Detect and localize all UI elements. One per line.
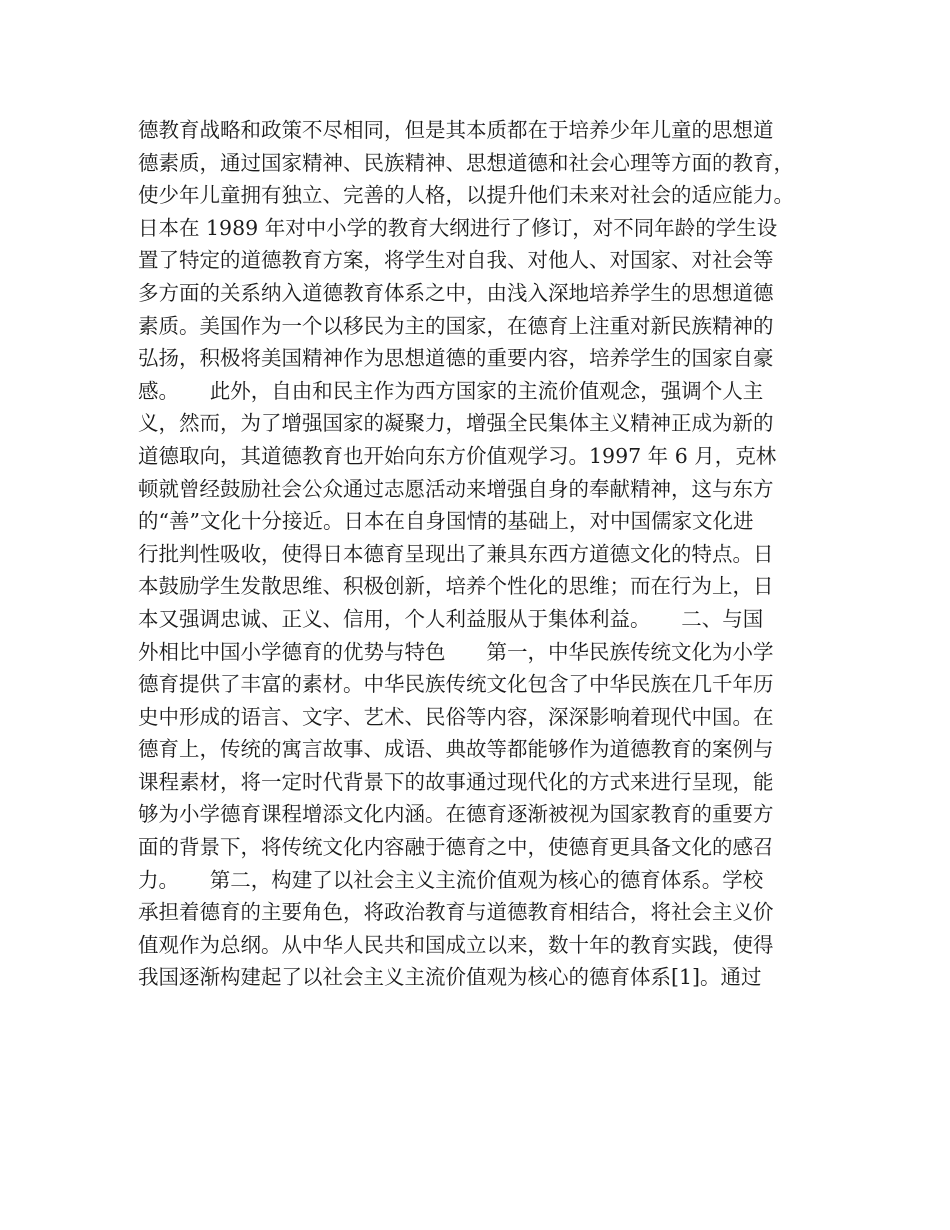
text-line: 值观作为总纲。从中华人民共和国成立以来，数十年的教育实践，使得 [138,932,774,957]
text-line: 本又强调忠诚、正义、信用，个人利益服从于集体利益。 二、与国 [138,606,764,631]
text-line: 我国逐渐构建起了以社会主义主流价值观为核心的德育体系[1]。通过 [138,965,762,990]
text-line: 德育上，传统的寓言故事、成语、典故等都能够作为道德教育的案例与 [138,737,774,762]
text-line: 德育提供了丰富的素材。中华民族传统文化包含了中华民族在几千年历 [138,672,774,697]
text-line: 日本在 1989 年对中小学的教育大纲进行了修订，对不同年龄的学生设 [138,215,778,240]
text-line: 本鼓励学生发散思维、积极创新，培养个性化的思维；而在行为上，日 [138,574,774,599]
text-line: 的“善”文化十分接近。日本在自身国情的基础上，对中国儒家文化进 [138,509,754,534]
text-line: 课程素材，将一定时代背景下的故事通过现代化的方式来进行呈现，能 [138,769,774,794]
text-line: 德教育战略和政策不尽相同，但是其本质都在于培养少年儿童的思想道 [138,118,774,142]
text-line: 多方面的关系纳入道德教育体系之中，由浅入深地培养学生的思想道德 [138,280,774,305]
text-line: 承担着德育的主要角色，将政治教育与道德教育相结合，将社会主义价 [138,900,774,925]
text-line: 史中形成的语言、文字、艺术、民俗等内容，深深影响着现代中国。在 [138,704,774,729]
text-line: 使少年儿童拥有独立、完善的人格，以提升他们未来对社会的适应能力。 [138,183,794,208]
text-line: 够为小学德育课程增添文化内涵。在德育逐渐被视为国家教育的重要方 [138,802,774,827]
text-line: 素质。美国作为一个以移民为主的国家，在德育上注重对新民族精神的 [138,313,774,338]
text-line: 感。 此外，自由和民主作为西方国家的主流价值观念，强调个人主 [138,378,764,403]
text-line: 面的背景下，将传统文化内容融于德育之中，使德育更具备文化的感召 [138,835,774,860]
text-line: 义，然而，为了增强国家的凝聚力，增强全民集体主义精神正成为新的 [138,411,774,436]
text-line: 德素质，通过国家精神、民族精神、思想道德和社会心理等方面的教育， [138,150,794,175]
text-line: 顿就曾经鼓励社会公众通过志愿活动来增强自身的奉献精神，这与东方 [138,476,774,501]
body-text [138,114,838,994]
text-line: 置了特定的道德教育方案，将学生对自我、对他人、对国家、对社会等 [138,248,774,273]
text-line: 弘扬，积极将美国精神作为思想道德的重要内容，培养学生的国家自豪 [138,346,774,371]
text-line: 行批判性吸收，使得日本德育呈现出了兼具东西方道德文化的特点。日 [138,541,774,566]
text-line: 力。 第二，构建了以社会主义主流价值观为核心的德育体系。学校 [138,867,764,892]
text-line: 外相比中国小学德育的优势与特色 第一，中华民族传统文化为小学 [138,639,774,664]
text-line: 道德取向，其道德教育也开始向东方价值观学习。1997 年 6 月，克林 [138,443,777,468]
